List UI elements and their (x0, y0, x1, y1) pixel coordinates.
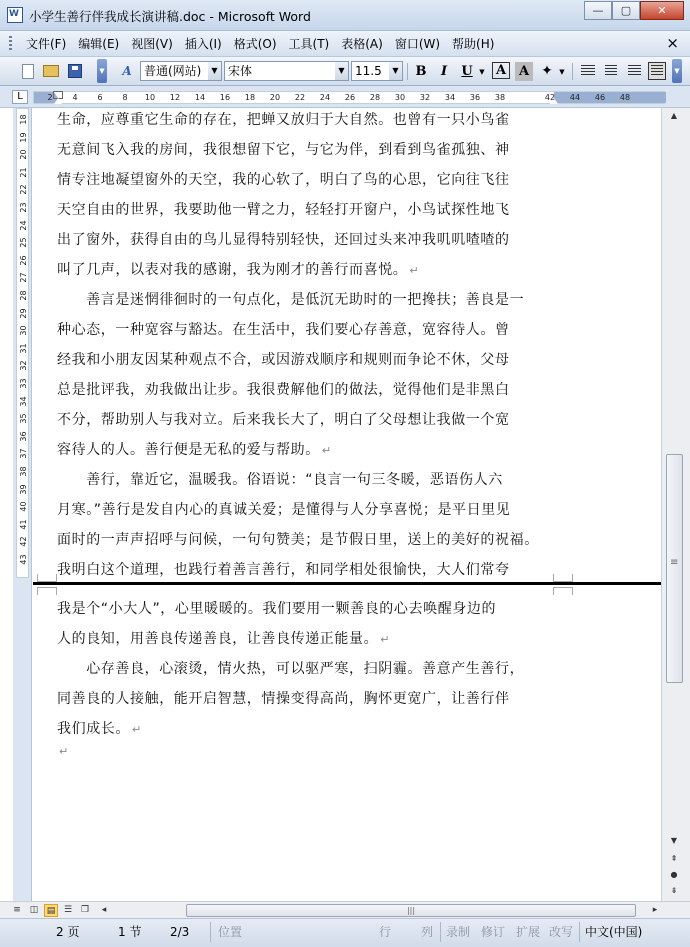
menu-item-7[interactable]: 窗口(W) (394, 37, 441, 51)
print-layout-view-icon[interactable]: ▤ (44, 904, 58, 917)
document-line[interactable] (57, 320, 510, 340)
status-language[interactable]: 中文(中国) (585, 925, 643, 939)
ruler-tick-label: 28 (369, 93, 381, 102)
ruler-tick-label: 20 (269, 93, 281, 102)
align-right-icon[interactable] (625, 62, 643, 80)
reading-layout-view-icon[interactable]: ❐ (80, 905, 90, 915)
ruler-tick-label: 10 (144, 93, 156, 102)
document-line[interactable] (57, 110, 510, 130)
document-area[interactable] (33, 108, 661, 901)
ruler-tick-label: 16 (219, 93, 231, 102)
line-text: 我明白这个道理，也践行着善言善行，和同学相处很愉快，大人们常夸 (57, 562, 510, 578)
ruler-tick-label: 44 (569, 93, 581, 102)
vertical-ruler-tick-label: 26 (19, 255, 28, 266)
vertical-ruler-tick-label: 41 (19, 519, 28, 530)
status-page[interactable]: 2 页 (56, 925, 80, 939)
hanging-indent-marker[interactable] (54, 98, 62, 104)
crop-mark (37, 587, 57, 595)
vertical-ruler-tick-label: 42 (19, 536, 28, 547)
paragraph-mark: ↵ (321, 444, 332, 457)
horizontal-scroll-row (0, 901, 690, 918)
scroll-right-icon[interactable]: ▸ (652, 905, 658, 915)
vertical-ruler-tick-label: 27 (19, 272, 28, 283)
vertical-ruler-tick-label: 43 (19, 554, 28, 565)
ruler-tick-label: 46 (594, 93, 606, 102)
menu-item-4[interactable]: 格式(O) (233, 37, 277, 51)
line-text: 我们成长。 (57, 721, 130, 737)
line-text: 不分，帮助别人与我对立。后来我长大了，明白了父母想让我做一个宽 (57, 412, 510, 428)
document-line[interactable] (57, 260, 419, 280)
select-browse-object-icon[interactable]: ● (670, 870, 678, 879)
document-line[interactable] (57, 719, 142, 739)
vertical-ruler-tick-label: 32 (19, 360, 28, 371)
ruler-row (0, 86, 690, 108)
bold-button[interactable]: B (415, 64, 427, 79)
save-icon[interactable] (66, 62, 84, 80)
document-line[interactable] (57, 440, 332, 460)
ruler-tick-label: 12 (169, 93, 181, 102)
document-line[interactable] (57, 200, 510, 220)
maximize-button[interactable]: ▢ (612, 1, 640, 20)
title-bar (0, 0, 690, 31)
crop-mark (37, 574, 57, 582)
line-text: 我是个“小大人”，心里暖暖的。我们要用一颗善良的心去唤醒身边的 (57, 601, 497, 617)
menu-item-1[interactable]: 编辑(E) (78, 37, 120, 51)
menu-item-3[interactable]: 插入(I) (184, 37, 222, 51)
vertical-ruler-tick-label: 33 (19, 378, 28, 389)
line-text: 心存善良，心滚烫，情火热，可以驱严寒，扫阴霾。善意产生善行， (57, 661, 525, 677)
character-border-button[interactable]: A (492, 62, 510, 79)
line-text: 月寒。”善行是发自内心的真诚关爱；是懂得与人分享喜悦；是平日里见 (57, 502, 511, 518)
font-select[interactable]: 宋体 ▼ (224, 61, 349, 81)
emphasis-mark-icon[interactable]: ✦ (541, 63, 553, 79)
vertical-ruler-tick-label: 23 (19, 202, 28, 213)
vertical-ruler-tick-label: 24 (19, 220, 28, 231)
underline-button[interactable]: U (461, 64, 473, 79)
menu-item-5[interactable]: 工具(T) (288, 37, 330, 51)
line-text: 生命，应尊重它生命的存在，把蝉又放归于大自然。也曾有一只小鸟雀 (57, 112, 510, 128)
ruler-tick-label: 4 (72, 93, 78, 102)
ruler-tick-label: 18 (244, 93, 256, 102)
vertical-scroll-thumb[interactable] (666, 454, 683, 683)
vertical-ruler-tick-label: 19 (19, 132, 28, 143)
menu-item-8[interactable]: 帮助(H) (452, 37, 495, 51)
styles-formatting-icon[interactable]: A (122, 64, 132, 78)
line-text: 叫了几声，以表对我的感谢，我为刚才的善行而喜悦。 (57, 262, 408, 278)
previous-page-icon[interactable]: ⇞ (670, 854, 678, 863)
underline-style-chevron[interactable]: ▼ (479, 67, 485, 76)
ruler-tick-label: 2 (47, 93, 53, 102)
document-line[interactable] (57, 410, 510, 430)
open-folder-icon[interactable] (42, 62, 60, 80)
scroll-left-icon[interactable]: ◂ (101, 905, 107, 915)
italic-button[interactable]: I (440, 64, 448, 79)
paragraph-mark: ↵ (132, 723, 142, 736)
emphasis-chevron[interactable]: ▼ (559, 67, 565, 76)
distributed-align-icon[interactable] (648, 62, 666, 80)
line-text: 无意间飞入我的房间，我很想留下它，与它为伴，到看到鸟雀孤独、神 (57, 142, 510, 158)
menu-bar (0, 31, 690, 57)
document-line[interactable] (57, 170, 510, 190)
document-line[interactable] (57, 530, 539, 550)
vertical-ruler-tick-label: 36 (19, 431, 28, 442)
outline-view-icon[interactable]: ☰ (63, 905, 73, 915)
status-page-count[interactable]: 2/3 (170, 925, 190, 939)
status-separator (210, 922, 211, 942)
close-document-button[interactable]: × (666, 34, 679, 52)
horizontal-ruler[interactable] (33, 91, 665, 104)
vertical-ruler-tick-label: 29 (19, 308, 28, 319)
vertical-ruler-tick-label: 30 (19, 325, 28, 336)
font-size-select[interactable]: 11.5 ▼ (351, 61, 403, 81)
chevron-down-icon[interactable]: ▼ (389, 62, 402, 80)
document-line[interactable] (57, 380, 510, 400)
document-line[interactable] (57, 659, 524, 679)
scroll-up-icon[interactable]: ▲ (670, 111, 678, 120)
status-track-changes[interactable]: 修订 (481, 925, 506, 939)
window-title: 小学生善行伴我成长演讲稿.doc - Microsoft Word (29, 9, 311, 24)
vertical-ruler-tick-label: 21 (19, 167, 28, 178)
status-column[interactable]: 列 (421, 925, 434, 939)
document-line[interactable] (57, 629, 390, 649)
vertical-ruler[interactable] (13, 108, 32, 901)
line-text: 人的良知，用善良传递善良，让善良传递正能量。 (57, 631, 379, 647)
vertical-ruler-tick-label: 22 (19, 184, 28, 195)
close-button[interactable]: ✕ (640, 1, 684, 20)
status-position[interactable]: 位置 (218, 925, 243, 939)
menu-grip-handle[interactable] (9, 36, 12, 52)
normal-view-icon[interactable]: ≡ (13, 905, 21, 915)
vertical-ruler-tick-label: 28 (19, 290, 28, 301)
paragraph-mark: ↵ (380, 633, 391, 646)
line-text: 同善良的人接触，能开启智慧，情操变得高尚，胸怀更宽广，让善行伴 (57, 691, 510, 707)
paragraph-mark: ↵ (59, 745, 69, 758)
ruler-tick-label: 14 (194, 93, 206, 102)
menu-item-2[interactable]: 视图(V) (131, 37, 173, 51)
ruler-tick-label: 6 (97, 93, 103, 102)
document-line[interactable] (57, 350, 510, 370)
line-text: 面时的一声声招呼与问候，一句句赞美；是节假日里，送上的美好的祝福。 (57, 532, 539, 548)
vertical-ruler-tick-label: 31 (19, 343, 28, 354)
toolbar-options-chevron[interactable]: ▼ (672, 59, 682, 83)
line-text: 容待人的人。善行便是无私的爱与帮助。 (57, 442, 320, 458)
vertical-ruler-tick-label: 40 (19, 501, 28, 512)
line-text: 经我和小朋友因某种观点不合，或因游戏顺序和规则而争论不休，父母 (57, 352, 510, 368)
ruler-tick-label: 48 (619, 93, 631, 102)
status-bar (0, 918, 690, 947)
vertical-ruler-tick-label: 20 (19, 149, 28, 160)
minimize-button[interactable]: — (584, 1, 612, 20)
document-line[interactable] (57, 689, 510, 709)
scroll-down-icon[interactable]: ▼ (670, 836, 678, 845)
line-text: 种心态，一种宽容与豁达。在生活中，我们要心存善意，宽容待人。曾 (57, 322, 510, 338)
ruler-tick-label: 30 (394, 93, 406, 102)
next-page-icon[interactable]: ⇟ (670, 886, 678, 895)
ruler-tick-label: 8 (122, 93, 128, 102)
line-text: 情专注地凝望窗外的天空，我的心软了，明白了鸟的心思，它向往飞往 (57, 172, 510, 188)
ruler-tick-label: 38 (494, 93, 506, 102)
paragraph-mark: ↵ (409, 264, 420, 277)
document-line[interactable] (57, 230, 510, 250)
justify-icon[interactable] (579, 62, 597, 80)
vertical-ruler-tick-label: 18 (19, 114, 28, 125)
menu-item-6[interactable]: 表格(A) (341, 37, 383, 51)
vertical-ruler-tick-label: 39 (19, 484, 28, 495)
toolbar-separator (572, 63, 573, 80)
chevron-down-icon[interactable]: ▼ (335, 62, 348, 80)
ruler-tick-label: 24 (319, 93, 331, 102)
toolbar-separator (407, 63, 408, 80)
line-text: 善行，靠近它，温暖我。俗语说：“良言一句三冬暖，恶语伤人六 (57, 472, 503, 488)
line-text: 总是批评我，劝我做出让步。我很费解他们的做法，觉得他们是非黑白 (57, 382, 510, 398)
status-separator (579, 922, 580, 942)
line-text: 出了窗外，获得自由的鸟儿显得特别轻快，还回过头来冲我叽叽喳喳的 (57, 232, 510, 248)
vertical-scrollbar[interactable] (661, 108, 690, 901)
toolbar (0, 57, 690, 86)
menu-item-0[interactable]: 文件(F) (26, 37, 67, 51)
document-line[interactable] (57, 599, 496, 619)
status-separator (440, 922, 441, 942)
vertical-ruler-tick-label: 38 (19, 466, 28, 477)
document-line[interactable] (57, 470, 503, 490)
ruler-tick-label: 36 (469, 93, 481, 102)
ruler-tick-label: 32 (419, 93, 431, 102)
style-select[interactable]: 普通(网站) ▼ (140, 61, 222, 81)
vertical-ruler-tick-label: 34 (19, 396, 28, 407)
web-layout-view-icon[interactable]: ◫ (29, 905, 39, 915)
crop-mark (553, 574, 573, 582)
ruler-tick-label: 22 (294, 93, 306, 102)
document-line[interactable] (57, 140, 510, 160)
character-shading-button[interactable]: A (515, 62, 533, 81)
chevron-down-icon[interactable]: ▼ (208, 62, 221, 80)
word-app-icon[interactable]: W (7, 7, 23, 23)
document-line[interactable] (57, 741, 69, 761)
status-overtype[interactable]: 改写 (549, 925, 574, 939)
document-line[interactable] (57, 290, 524, 310)
ruler-tick-label: 26 (344, 93, 356, 102)
vertical-ruler-tick-label: 37 (19, 448, 28, 459)
vertical-ruler-tick-label: 25 (19, 237, 28, 248)
horizontal-scroll-thumb[interactable]: ||| (186, 904, 636, 917)
status-record[interactable]: 录制 (446, 925, 471, 939)
status-line[interactable]: 行 (379, 925, 392, 939)
document-line[interactable] (57, 500, 510, 520)
toolbar-options-chevron[interactable]: ▼ (97, 59, 107, 83)
new-document-icon[interactable] (19, 62, 37, 80)
align-center-icon[interactable] (602, 62, 620, 80)
line-text: 善言是迷惘徘徊时的一句点化，是低沉无助时的一把搀扶；善良是一 (57, 292, 525, 308)
tab-selector[interactable]: L (12, 90, 28, 104)
document-line[interactable] (57, 560, 510, 580)
crop-mark (553, 587, 573, 595)
vertical-ruler-tick-label: 35 (19, 413, 28, 424)
ruler-tick-label: 42 (544, 93, 556, 102)
ruler-tick-label: 34 (444, 93, 456, 102)
status-section[interactable]: 1 节 (118, 925, 142, 939)
line-text: 天空自由的世界，我要助他一臂之力，轻轻打开窗户，小鸟试探性地飞 (57, 202, 510, 218)
page-boundary (33, 582, 661, 585)
status-extend[interactable]: 扩展 (516, 925, 541, 939)
